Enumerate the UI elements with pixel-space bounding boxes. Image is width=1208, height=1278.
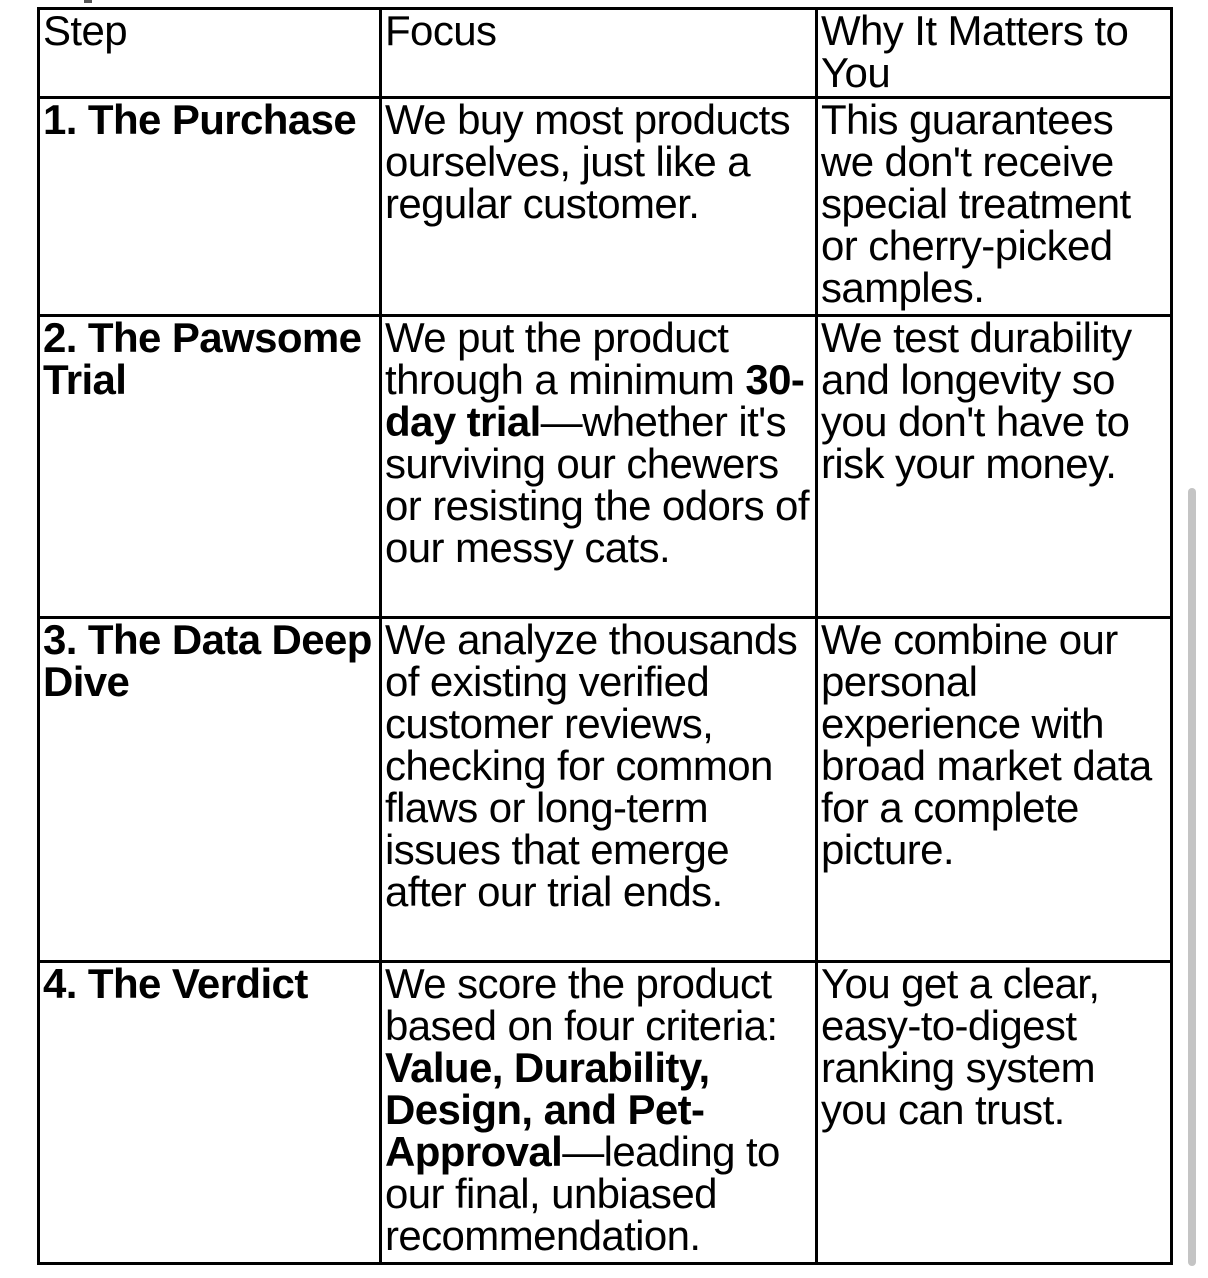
step-label: 1. The Purchase <box>43 96 357 143</box>
step-cell <box>39 316 381 618</box>
step-cell <box>39 618 381 962</box>
step-label: 4. The Verdict <box>43 960 308 1007</box>
focus-text: We buy most products ourselves, just like a regular customer. <box>385 96 791 227</box>
top-edge-mark <box>84 0 92 3</box>
step-cell <box>39 962 381 1264</box>
table-row <box>39 618 1172 962</box>
focus-emphasis: 30-day trial <box>385 356 805 445</box>
step-label: 3. The Data Deep Dive <box>43 616 372 705</box>
table-row <box>39 962 1172 1264</box>
focus-cell <box>381 962 817 1264</box>
focus-emphasis: Value, Durability, Design, and Pet-Approval <box>385 1044 710 1175</box>
focus-cell <box>381 98 817 316</box>
header-why: Why It Matters to You <box>817 9 1172 98</box>
table-row <box>39 316 1172 618</box>
focus-text: —leading to our final, unbiased recommendation. <box>385 1128 780 1259</box>
review-process-table <box>37 7 1173 1265</box>
focus-text: —whether it's surviving our chewers or resisting the odors of our messy cats. <box>385 398 809 571</box>
focus-text: We put the product through a minimum <box>385 314 746 403</box>
focus-text: We score the product based on four criteria: <box>385 960 778 1049</box>
header-focus: Focus <box>381 9 817 98</box>
focus-cell <box>381 618 817 962</box>
vertical-scrollbar[interactable] <box>1188 488 1196 1266</box>
why-cell: We combine our personal experience with broad market data for a complete picture. <box>817 618 1172 962</box>
table-header-row <box>39 9 1172 98</box>
step-label: 2. The Pawsome Trial <box>43 314 362 403</box>
why-cell: We test durability and longevity so you don't have to risk your money. <box>817 316 1172 618</box>
step-cell <box>39 98 381 316</box>
focus-cell <box>381 316 817 618</box>
why-cell: You get a clear, easy-to-digest ranking system you can trust. <box>817 962 1172 1264</box>
table-row <box>39 98 1172 316</box>
header-step: Step <box>39 9 381 98</box>
why-cell: This guarantees we don't receive special treatment or cherry-picked samples. <box>817 98 1172 316</box>
focus-text: We analyze thousands of existing verified customer reviews, checking for common flaws or long-term issues that emerge after our trial ends. <box>385 616 798 915</box>
